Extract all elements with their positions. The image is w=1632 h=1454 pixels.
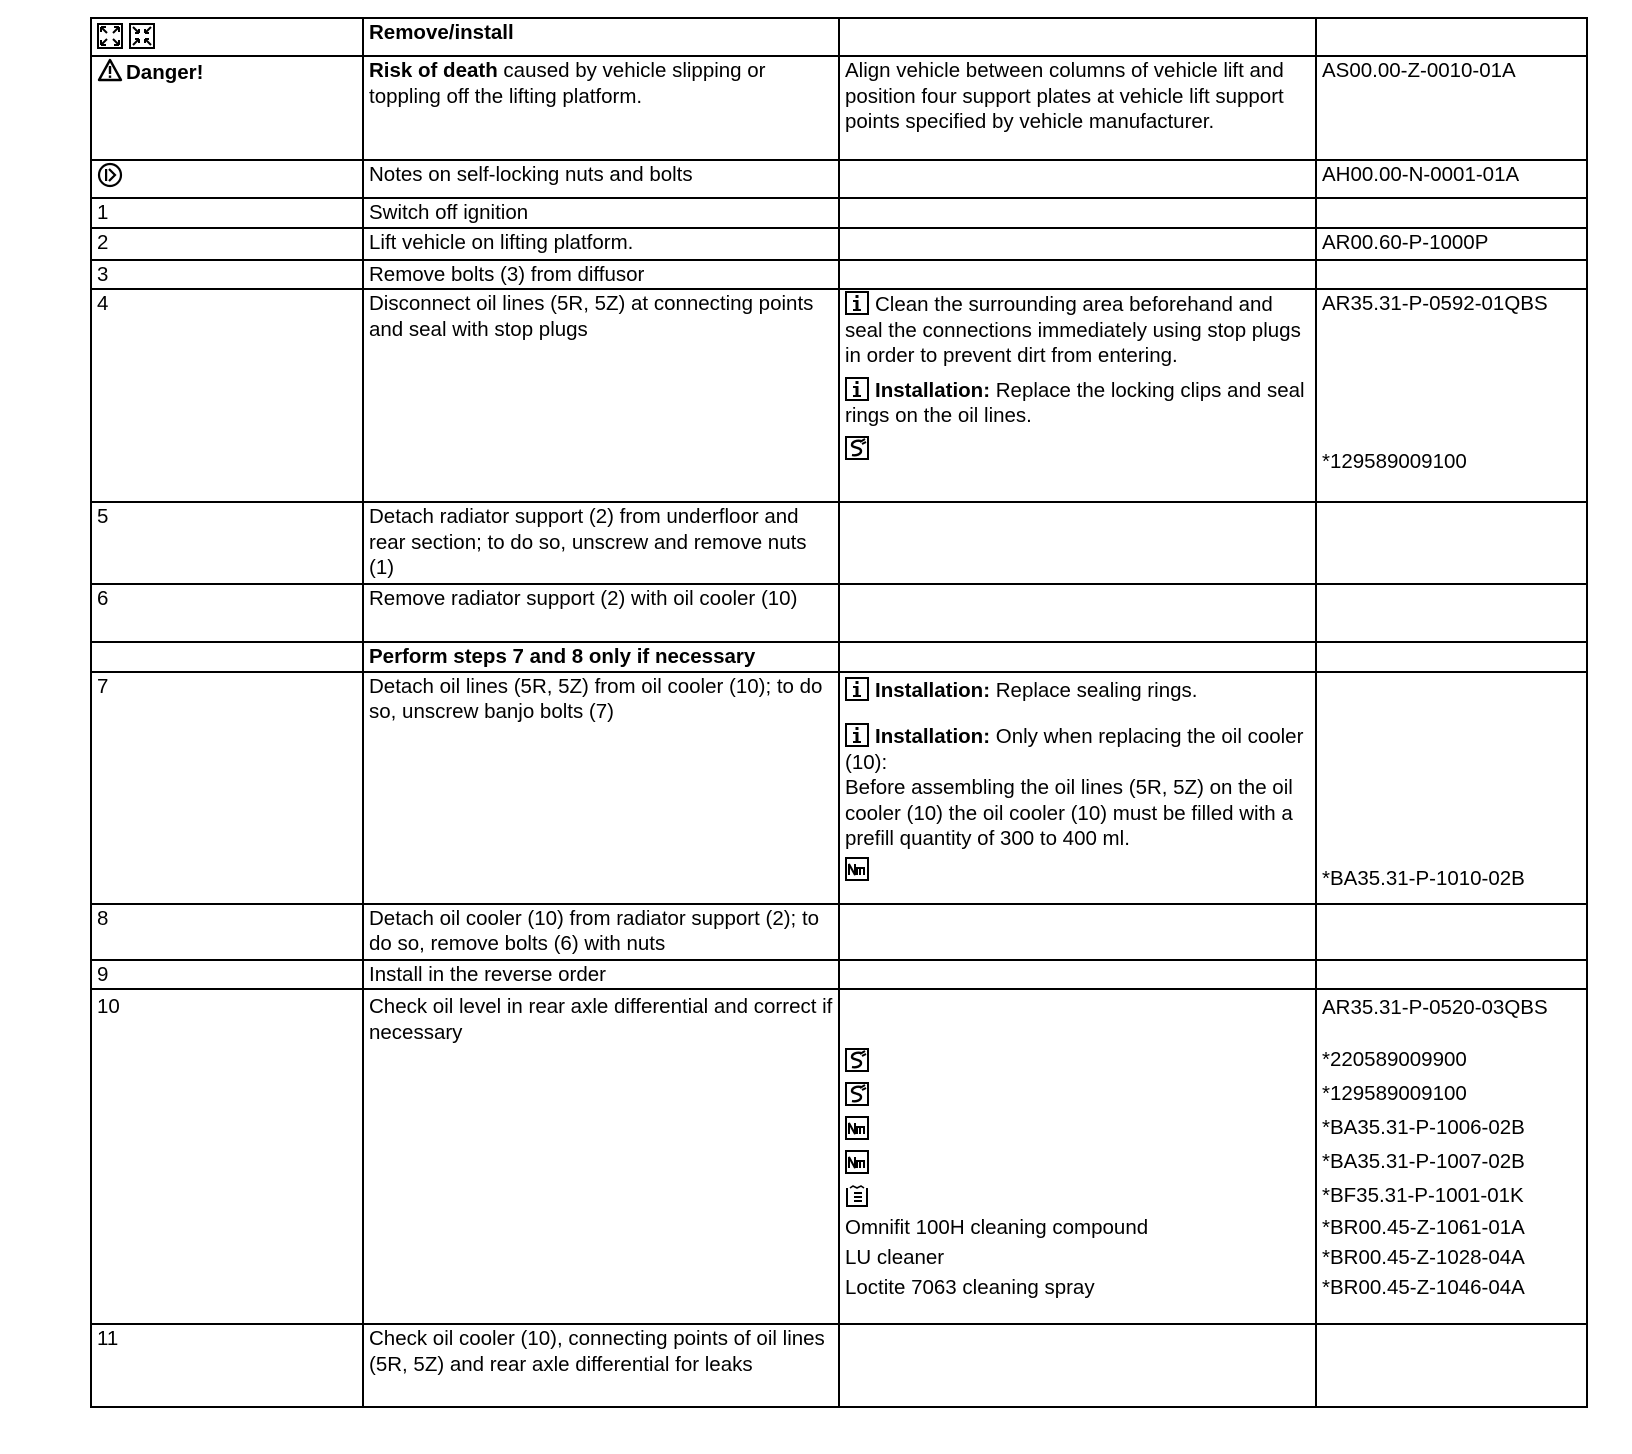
- danger-instruction: Align vehicle between columns of vehicle lift and position four support plates at vehicle lift support points specified by vehicle manufacturer.: [839, 56, 1316, 160]
- special-tool-icon[interactable]: [845, 1048, 869, 1072]
- info-icon: [845, 291, 869, 315]
- step-number: 10: [91, 989, 363, 1324]
- perform-text: Perform steps 7 and 8 only if necessary: [363, 642, 839, 672]
- step-row: [91, 672, 1587, 904]
- header-row: [91, 18, 1587, 56]
- step-row: [91, 260, 1587, 290]
- step-number: 3: [91, 260, 363, 290]
- step-row: [91, 904, 1587, 960]
- step-ref-link[interactable]: AR35.31-P-0520-03QBS: [1322, 996, 1548, 1019]
- step-number: 11: [91, 1324, 363, 1407]
- special-tool-icon[interactable]: [845, 1082, 869, 1106]
- expand-all-icon[interactable]: [97, 23, 123, 49]
- step-number: 6: [91, 584, 363, 642]
- procedure-table: [90, 17, 1588, 1408]
- cleaner-item: LU cleaner: [845, 1246, 945, 1269]
- section-title: Remove/install: [363, 18, 839, 56]
- step-text: Detach oil cooler (10) from radiator support (2); to do so, remove bolts (6) with nuts: [363, 904, 839, 960]
- step-row: [91, 1324, 1587, 1407]
- step-number: 2: [91, 228, 363, 260]
- special-tool-icon[interactable]: [845, 436, 869, 460]
- step-row: [91, 989, 1587, 1324]
- danger-row: [91, 56, 1587, 160]
- step-text: Remove bolts (3) from diffusor: [363, 260, 839, 290]
- step-number: 8: [91, 904, 363, 960]
- cleaner-item: Omnifit 100H cleaning compound: [845, 1216, 1149, 1239]
- cleaner-ref-link[interactable]: *BR00.45-Z-1061-01A: [1322, 1216, 1525, 1239]
- step-text: Check oil cooler (10), connecting points of oil lines (5R, 5Z) and rear axle differential for leaks: [363, 1324, 839, 1407]
- info-note: Installation: Replace sealing rings.: [845, 677, 1310, 704]
- info-icon: [845, 377, 869, 401]
- step-text: Detach radiator support (2) from underfloor and rear section; to do so, unscrew and remove nuts (1): [363, 502, 839, 584]
- info-note: Installation: Only when replacing the oil cooler (10):: [845, 725, 1304, 774]
- cleaner-ref-link[interactable]: *BR00.45-Z-1028-04A: [1322, 1246, 1525, 1269]
- torque-nm-icon[interactable]: [845, 857, 869, 881]
- torque-nm-icon[interactable]: [845, 1116, 869, 1140]
- torque-ref-link[interactable]: *BA35.31-P-1007-02B: [1322, 1150, 1525, 1173]
- torque-ref-link[interactable]: *BA35.31-P-1006-02B: [1322, 1116, 1525, 1139]
- info-note: Installation: Replace the locking clips and seal rings on the oil lines.: [845, 378, 1305, 427]
- step-text: Detach oil lines (5R, 5Z) from oil cooler (10); to do so, unscrew banjo bolts (7): [363, 672, 839, 904]
- info-icon: [845, 723, 869, 747]
- perform-row: [91, 642, 1587, 672]
- step-number: 5: [91, 502, 363, 584]
- step-row: [91, 228, 1587, 260]
- step-number: 1: [91, 198, 363, 228]
- expand-collapse-cell: [91, 18, 363, 56]
- step-text: Remove radiator support (2) with oil cooler (10): [363, 584, 839, 642]
- info-icon: [845, 677, 869, 701]
- notes-ref-link[interactable]: AH00.00-N-0001-01A: [1316, 160, 1587, 198]
- torque-nm-icon[interactable]: [845, 1150, 869, 1174]
- danger-ref-link[interactable]: AS00.00-Z-0010-01A: [1316, 56, 1587, 160]
- step-number: 7: [91, 672, 363, 904]
- notes-row: [91, 160, 1587, 198]
- step-row: [91, 584, 1587, 642]
- step-text: Lift vehicle on lifting platform.: [363, 228, 839, 260]
- notes-text: Notes on self-locking nuts and bolts: [363, 160, 839, 198]
- warning-triangle-icon: [97, 58, 123, 82]
- danger-label: Danger!: [126, 61, 204, 84]
- step-text: Disconnect oil lines (5R, 5Z) at connecting points and seal with stop plugs: [363, 289, 839, 502]
- step-row: [91, 960, 1587, 990]
- step-row: [91, 289, 1587, 502]
- step-text: Switch off ignition: [363, 198, 839, 228]
- step-row: [91, 198, 1587, 228]
- step-row: [91, 502, 1587, 584]
- danger-text: Risk of death caused by vehicle slipping or toppling off the lifting platform.: [363, 56, 839, 160]
- collapse-all-icon[interactable]: [129, 23, 155, 49]
- cleaner-item: Loctite 7063 cleaning spray: [845, 1276, 1095, 1299]
- torque-ref-link[interactable]: *BA35.31-P-1010-02B: [1322, 866, 1525, 890]
- tool-ref-link[interactable]: *129589009100: [1322, 449, 1467, 473]
- filling-ref-link[interactable]: *BF35.31-P-1001-01K: [1322, 1184, 1524, 1207]
- step-text: Install in the reverse order: [363, 960, 839, 990]
- info-note: Clean the surrounding area beforehand and seal the connections immediately using stop plugs in order to prevent dirt from entering.: [845, 293, 1301, 367]
- step-ref-link[interactable]: AR00.60-P-1000P: [1316, 228, 1587, 260]
- filling-capacity-icon[interactable]: [845, 1184, 869, 1208]
- step-ref-link[interactable]: AR35.31-P-0592-01QBS: [1322, 292, 1548, 315]
- step-number: 9: [91, 960, 363, 990]
- tool-ref-link[interactable]: *129589009100: [1322, 1082, 1467, 1105]
- step-text: Check oil level in rear axle differential and correct if necessary: [363, 989, 839, 1324]
- prefill-note: Before assembling the oil lines (5R, 5Z) on the oil cooler (10) the oil cooler (10) must be filled with a prefill quantity of 300 to 400 ml.: [845, 776, 1293, 850]
- cleaner-ref-link[interactable]: *BR00.45-Z-1046-04A: [1322, 1276, 1525, 1299]
- step-number: 4: [91, 289, 363, 502]
- tool-ref-link[interactable]: *220589009900: [1322, 1048, 1467, 1071]
- note-circle-icon: [97, 162, 123, 188]
